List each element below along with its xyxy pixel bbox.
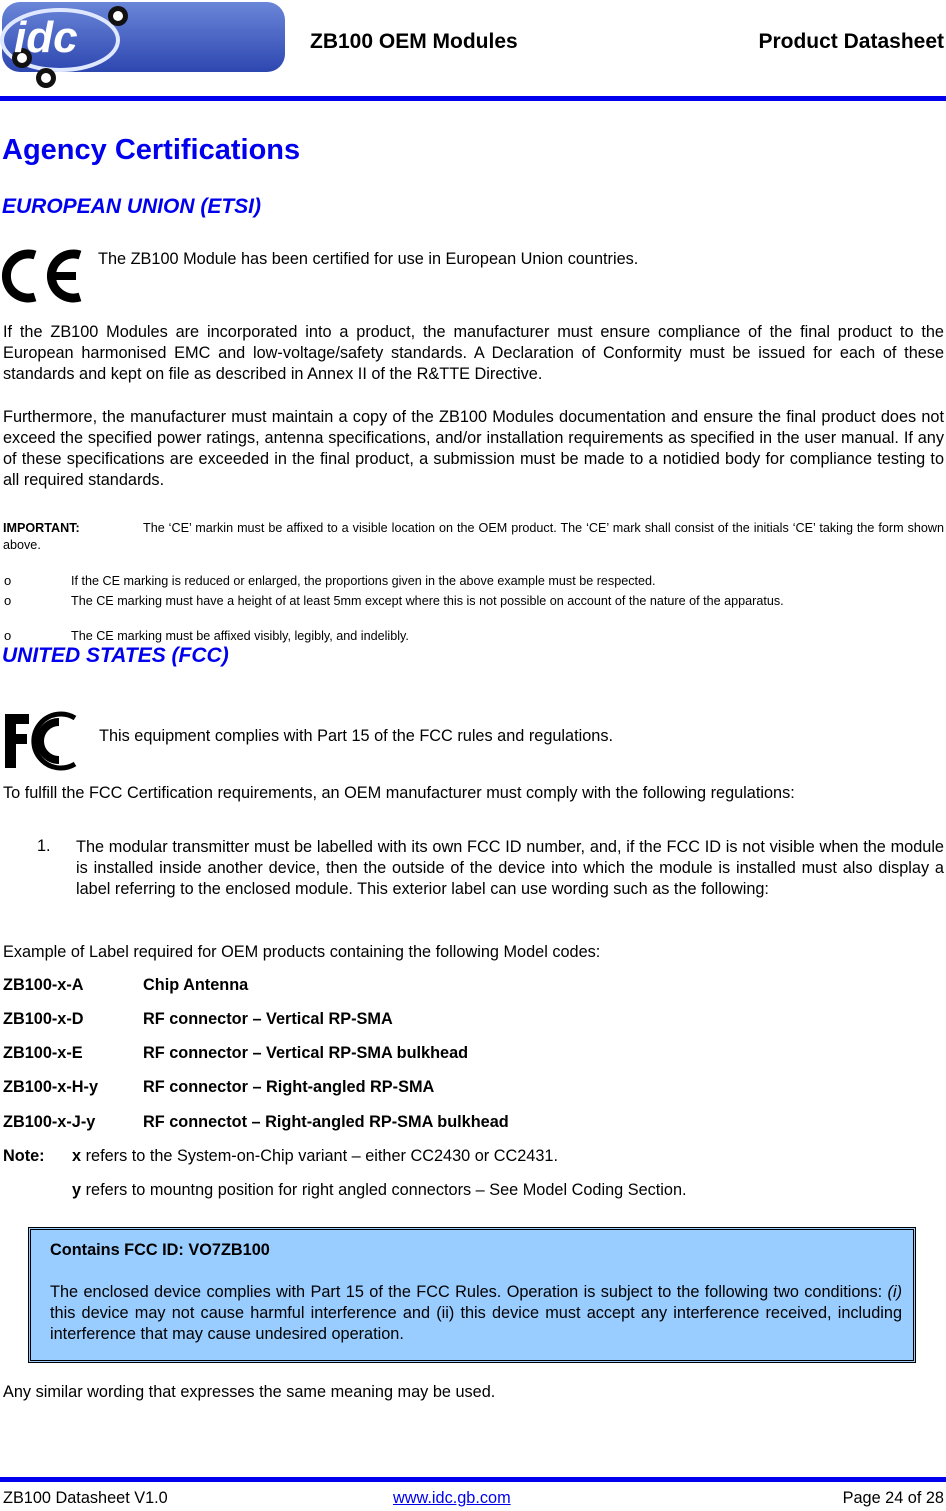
page-title: Agency Certifications: [2, 134, 301, 166]
eu-certified-text: The ZB100 Module has been certified for use in European Union countries.: [98, 250, 639, 268]
closing-text: Any similar wording that expresses the same meaning may be used.: [3, 1383, 496, 1401]
fcc-requirement-1: The modular transmitter must be labelled with its own FCC ID number, and, if the FCC ID is not visible when the module is installed inside another device, then the outside of the device into which the module is installed must also display a label referring to the enclosed module. This exterior label can use wording such as the following:: [76, 838, 944, 898]
note-x-var: x: [72, 1147, 82, 1165]
header-doc-type: Product Datasheet: [758, 30, 944, 53]
svg-text:idc: idc: [14, 13, 78, 62]
label-example-text: Example of Label required for OEM products containing the following Model codes:: [3, 943, 601, 961]
list-number: 1.: [37, 837, 51, 855]
list-item: The CE marking must have a height of at least 5mm except where this is not possible on account of the nature of the apparatus.: [71, 594, 784, 608]
note-x-text: refers to the System-on-Chip variant – either CC2430 or CC2431.: [81, 1147, 558, 1165]
important-text: The ‘CE’ markin must be affixed to a visible location on the OEM product. The ‘CE’ mark shall consist of the initials ‘CE’ taking the form shown above.: [3, 521, 944, 552]
model-description: Chip Antenna: [143, 976, 249, 994]
note-x: [72, 1147, 558, 1166]
footer-link-wrap: [393, 1489, 511, 1508]
note-label: Note:: [3, 1147, 45, 1165]
model-description: RF connector – Right-angled RP-SMA: [143, 1078, 435, 1096]
us-intro: To fulfill the FCC Certification requirements, an OEM manufacturer must comply with the following regulations:: [3, 784, 795, 802]
eu-heading: EUROPEAN UNION (ETSI): [2, 195, 262, 218]
footer-rule: [0, 1477, 946, 1482]
model-code: ZB100-x-H-y: [3, 1078, 99, 1096]
bullet-mark: o: [4, 573, 12, 588]
fcc-box-text: [50, 1282, 902, 1345]
us-heading: UNITED STATES (FCC): [2, 644, 229, 667]
fcc-box-text-b: this device may not cause harmful interference and (ii) this device must accept any interference received, including interference that may cause undesired operation.: [50, 1304, 902, 1343]
important-label: IMPORTANT:: [3, 521, 80, 535]
footer-doc-version: ZB100 Datasheet V1.0: [3, 1489, 168, 1507]
footer-website-link[interactable]: www.idc.gb.com: [393, 1489, 511, 1507]
model-description: RF connectot – Right-angled RP-SMA bulkhead: [143, 1113, 509, 1131]
model-code: ZB100-x-J-y: [3, 1113, 96, 1131]
ce-mark-icon: [0, 247, 84, 305]
model-code: ZB100-x-E: [3, 1044, 83, 1062]
company-logo: [0, 0, 287, 96]
note-y-text: refers to mountng position for right angled connectors – See Model Coding Section.: [81, 1181, 687, 1199]
fcc-complies-text: This equipment complies with Part 15 of the FCC rules and regulations.: [99, 727, 614, 745]
bullet-mark: o: [4, 628, 12, 643]
model-description: RF connector – Vertical RP-SMA: [143, 1010, 393, 1028]
model-description: RF connector – Vertical RP-SMA bulkhead: [143, 1044, 469, 1062]
model-code: ZB100-x-A: [3, 976, 84, 994]
model-code: ZB100-x-D: [3, 1010, 84, 1028]
list-item: The CE marking must be affixed visibly, legibly, and indelibly.: [71, 629, 409, 643]
footer-page-number: Page 24 of 28: [842, 1489, 944, 1507]
fcc-id-title: Contains FCC ID: VO7ZB100: [50, 1241, 270, 1259]
header-title: ZB100 OEM Modules: [310, 30, 518, 53]
note-y-var: y: [72, 1181, 82, 1199]
list-item: If the CE marking is reduced or enlarged, the proportions given in the above example must be respected.: [71, 574, 656, 588]
eu-paragraph-2: Furthermore, the manufacturer must maintain a copy of the ZB100 Modules documentation and ensure the final product does not exceed the specified power ratings, antenna specifications, and/or installation requirements as specified in the user manual. If any of these specifications are exceeded in the final product, a submission must be made to a notidied body for compliance testing to all required standards.: [3, 408, 944, 489]
eu-paragraph-1: If the ZB100 Modules are incorporated into a product, the manufacturer must ensure compliance of the final product to the European harmonised EMC and low-voltage/safety standards. A Declaration of Conformity must be issued for each of these standards and kept on file as described in Annex II of the R&TTE Directive.: [3, 323, 944, 383]
bullet-mark: o: [4, 593, 12, 608]
fcc-box-text-i: (i): [887, 1283, 902, 1301]
header-rule: [0, 96, 946, 101]
fcc-label-box: [28, 1227, 916, 1363]
important-note: [3, 520, 944, 554]
fcc-box-text-a: The enclosed device complies with Part 15 of the FCC Rules. Operation is subject to the following two conditions:: [50, 1283, 888, 1301]
note-y: [72, 1181, 687, 1200]
fcc-logo-icon: [1, 710, 83, 772]
